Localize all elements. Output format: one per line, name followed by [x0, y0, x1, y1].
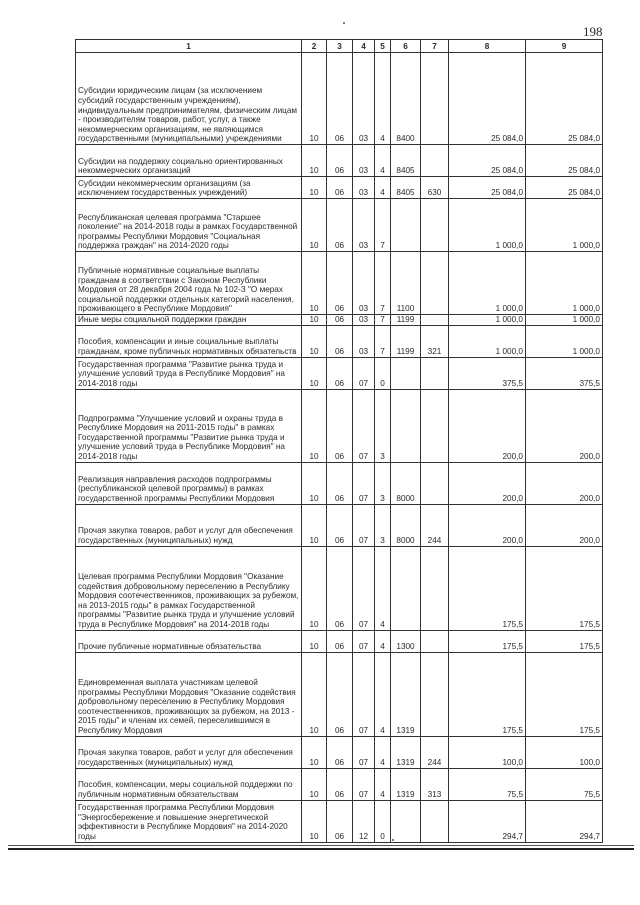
- table-row: [76, 315, 603, 326]
- code-cell: 03: [353, 315, 375, 326]
- row-name-cell: [76, 53, 302, 145]
- amount-cell: 1 000,0: [449, 252, 526, 315]
- amount-cell: 100,0: [449, 736, 526, 768]
- amount-cell: 175,5: [526, 630, 603, 652]
- amount-cell: 1 000,0: [526, 315, 603, 326]
- amount-cell: 75,5: [526, 768, 603, 800]
- code-cell: 10: [302, 389, 327, 462]
- row-name-cell: [76, 504, 302, 546]
- code-cell: 07: [353, 462, 375, 504]
- code-cell: 4: [375, 53, 391, 145]
- amount-cell: 1 000,0: [526, 252, 603, 315]
- amount-cell: 294,7: [449, 800, 526, 842]
- row-name-cell: [76, 800, 302, 842]
- amount-cell: 200,0: [526, 504, 603, 546]
- code-cell: 06: [327, 462, 353, 504]
- code-cell: [421, 800, 449, 842]
- code-cell: 03: [353, 325, 375, 357]
- code-cell: 4: [375, 630, 391, 652]
- code-cell: [421, 199, 449, 252]
- code-cell: 10: [302, 177, 327, 199]
- code-cell: 8405: [391, 177, 421, 199]
- code-cell: 06: [327, 630, 353, 652]
- amount-cell: 25 084,0: [449, 53, 526, 145]
- table-row: [76, 652, 603, 736]
- amount-cell: 175,5: [449, 546, 526, 630]
- table-row: [76, 389, 603, 462]
- row-name: Субсидии на поддержку социально ориентированных некоммерческих организаций: [78, 156, 283, 176]
- row-name-cell: [76, 315, 302, 326]
- code-cell: 06: [327, 736, 353, 768]
- row-name-cell: [76, 252, 302, 315]
- code-cell: 10: [302, 199, 327, 252]
- code-cell: 06: [327, 800, 353, 842]
- row-name-cell: [76, 546, 302, 630]
- column-header: 2: [302, 40, 327, 53]
- column-header: 4: [353, 40, 375, 53]
- row-name: Республиканская целевая программа "Старшее поколение" на 2014-2018 годы в рамках Государственной программы Республики Мордовия "Социальная поддержка граждан" на 2014-2020 годы: [78, 212, 298, 251]
- row-name-cell: [76, 736, 302, 768]
- code-cell: 244: [421, 736, 449, 768]
- row-name-cell: [76, 652, 302, 736]
- page-bottom-rule: [8, 848, 634, 850]
- row-name: Государственная программа "Развитие рынка труда и улучшение условий труда в Республике Мордовия" на 2014-2018 годы: [78, 359, 285, 388]
- amount-cell: 175,5: [449, 652, 526, 736]
- page-number: 198: [583, 24, 603, 39]
- row-name-cell: [76, 389, 302, 462]
- amount-cell: 200,0: [449, 462, 526, 504]
- row-name-cell: [76, 357, 302, 389]
- code-cell: 10: [302, 145, 327, 177]
- code-cell: 06: [327, 199, 353, 252]
- code-cell: 07: [353, 546, 375, 630]
- amount-cell: 1 000,0: [526, 325, 603, 357]
- code-cell: 244: [421, 504, 449, 546]
- code-cell: 10: [302, 800, 327, 842]
- table-row: [76, 53, 603, 145]
- code-cell: 1319: [391, 652, 421, 736]
- row-name: Прочие публичные нормативные обязательства: [78, 642, 262, 651]
- code-cell: 1319: [391, 768, 421, 800]
- table-row: [76, 504, 603, 546]
- amount-cell: 1 000,0: [449, 315, 526, 326]
- amount-cell: 200,0: [526, 462, 603, 504]
- code-cell: 06: [327, 768, 353, 800]
- row-name: Пособия, компенсации и иные социальные выплаты гражданам, кроме публичных нормативных обязательств: [78, 337, 297, 356]
- table-row: [76, 177, 603, 199]
- code-cell: [421, 53, 449, 145]
- code-cell: 06: [327, 177, 353, 199]
- code-cell: 10: [302, 736, 327, 768]
- amount-cell: 1 000,0: [526, 199, 603, 252]
- amount-cell: 25 084,0: [449, 177, 526, 199]
- row-name: Субсидии некоммерческим организациям (за исключением государственных учреждений): [78, 178, 251, 198]
- code-cell: 06: [327, 504, 353, 546]
- code-cell: 313: [421, 768, 449, 800]
- table-row: [76, 462, 603, 504]
- code-cell: 4: [375, 546, 391, 630]
- code-cell: 03: [353, 53, 375, 145]
- code-cell: [421, 546, 449, 630]
- code-cell: 06: [327, 145, 353, 177]
- code-cell: 07: [353, 736, 375, 768]
- code-cell: 3: [375, 389, 391, 462]
- code-cell: [391, 389, 421, 462]
- code-cell: [391, 800, 421, 842]
- row-name: Прочая закупка товаров, работ и услуг для обеспечения государственных (муниципальных) нужд: [78, 748, 293, 767]
- row-name: Пособия, компенсации, меры социальной поддержки по публичным нормативным обязательствам: [78, 780, 293, 799]
- code-cell: 1100: [391, 252, 421, 315]
- code-cell: 10: [302, 652, 327, 736]
- code-cell: 10: [302, 546, 327, 630]
- table-row: [76, 145, 603, 177]
- column-header: 6: [391, 40, 421, 53]
- code-cell: 1199: [391, 315, 421, 326]
- code-cell: 06: [327, 325, 353, 357]
- amount-cell: 25 084,0: [526, 53, 603, 145]
- code-cell: 06: [327, 357, 353, 389]
- code-cell: 4: [375, 177, 391, 199]
- column-header: 1: [76, 40, 302, 53]
- code-cell: 10: [302, 357, 327, 389]
- amount-cell: 294,7: [526, 800, 603, 842]
- row-name: Публичные нормативные социальные выплаты гражданам в соответствии с Законом Республики Мордовия от 28 декабря 2004 года № 102-З "О мерах социальной поддержки отдельных категорий населения, проживающего в Республике Мордовия": [78, 266, 294, 314]
- code-cell: 7: [375, 325, 391, 357]
- code-cell: 06: [327, 315, 353, 326]
- code-cell: 10: [302, 325, 327, 357]
- code-cell: [421, 389, 449, 462]
- code-cell: [421, 252, 449, 315]
- row-name-cell: [76, 462, 302, 504]
- amount-cell: 175,5: [526, 652, 603, 736]
- code-cell: 12: [353, 800, 375, 842]
- code-cell: 10: [302, 768, 327, 800]
- code-cell: 07: [353, 630, 375, 652]
- code-cell: 03: [353, 252, 375, 315]
- code-cell: 7: [375, 252, 391, 315]
- code-cell: 10: [302, 252, 327, 315]
- code-cell: 07: [353, 504, 375, 546]
- row-name: Единовременная выплата участникам целевой программы Республики Мордовия "Оказание содействия добровольному переселению в Республику Мордовия соотечественников, проживающих за рубежом, на 2013 - 2015 годы" и членам их семей, переселившимся в Республику Мордовия: [78, 678, 296, 735]
- code-cell: [391, 546, 421, 630]
- code-cell: 06: [327, 389, 353, 462]
- amount-cell: 25 084,0: [526, 177, 603, 199]
- code-cell: 8400: [391, 53, 421, 145]
- amount-cell: 1 000,0: [449, 199, 526, 252]
- column-header: 3: [327, 40, 353, 53]
- code-cell: 10: [302, 462, 327, 504]
- code-cell: [391, 199, 421, 252]
- table-row: [76, 199, 603, 252]
- amount-cell: 200,0: [449, 504, 526, 546]
- code-cell: 321: [421, 325, 449, 357]
- amount-cell: 175,5: [526, 546, 603, 630]
- table-row: [76, 800, 603, 842]
- code-cell: 1300: [391, 630, 421, 652]
- amount-cell: 100,0: [526, 736, 603, 768]
- code-cell: 10: [302, 53, 327, 145]
- code-cell: 03: [353, 177, 375, 199]
- row-name: Прочая закупка товаров, работ и услуг для обеспечения государственных (муниципальных) нужд: [78, 526, 293, 545]
- row-name-cell: [76, 630, 302, 652]
- table-row: [76, 768, 603, 800]
- code-cell: 0: [375, 357, 391, 389]
- code-cell: 3: [375, 504, 391, 546]
- code-cell: [421, 462, 449, 504]
- row-name: Целевая программа Республики Мордовия "Оказание содействия добровольному переселению в Республику Мордовия соотечественников, проживающих за рубежом, на 2013-2015 годы" в рамках Государственной программы "Развитие рынка труда и улучшение условий труда в Республике Мордовия" на 2014-2018 годы: [78, 572, 299, 629]
- code-cell: 0: [375, 800, 391, 842]
- amount-cell: 25 084,0: [449, 145, 526, 177]
- scan-speck: [343, 22, 345, 24]
- code-cell: 07: [353, 389, 375, 462]
- code-cell: 06: [327, 252, 353, 315]
- amount-cell: 25 084,0: [526, 145, 603, 177]
- amount-cell: 200,0: [526, 389, 603, 462]
- table-header-row: [76, 40, 603, 53]
- column-header: 9: [526, 40, 603, 53]
- code-cell: 4: [375, 768, 391, 800]
- code-cell: 3: [375, 462, 391, 504]
- page-bottom-rule-thin: [8, 845, 634, 846]
- code-cell: 1199: [391, 325, 421, 357]
- code-cell: [421, 652, 449, 736]
- code-cell: 630: [421, 177, 449, 199]
- code-cell: [421, 357, 449, 389]
- budget-table: [75, 39, 603, 843]
- code-cell: 7: [375, 199, 391, 252]
- code-cell: 10: [302, 504, 327, 546]
- code-cell: [421, 145, 449, 177]
- code-cell: 07: [353, 652, 375, 736]
- code-cell: 8000: [391, 504, 421, 546]
- row-name: Субсидии юридическим лицам (за исключением субсидий государственным учреждениям), индивидуальным предпринимателям, физическим лицам - производителям товаров, работ, услуг, а также некоммерческим организациям, не являющимся государственными (муниципальными) учреждениями: [78, 86, 298, 144]
- table-row: [76, 357, 603, 389]
- row-name-cell: [76, 177, 302, 199]
- code-cell: 4: [375, 145, 391, 177]
- code-cell: 10: [302, 630, 327, 652]
- scan-speck: [392, 839, 394, 841]
- code-cell: 06: [327, 546, 353, 630]
- row-name-cell: [76, 145, 302, 177]
- row-name: Подпрограмма "Улучшение условий и охраны труда в Республике Мордовия на 2011-2015 годы" в рамках Государственной программы "Развитие рынка труда и улучшение условий труда в Республике Мордовия" на 2014-2018 годы: [78, 413, 285, 461]
- row-name-cell: [76, 325, 302, 357]
- code-cell: 07: [353, 357, 375, 389]
- code-cell: 8405: [391, 145, 421, 177]
- table-row: [76, 546, 603, 630]
- column-header: 8: [449, 40, 526, 53]
- code-cell: 07: [353, 768, 375, 800]
- column-header: 7: [421, 40, 449, 53]
- table-row: [76, 252, 603, 315]
- amount-cell: 75,5: [449, 768, 526, 800]
- table-row: [76, 325, 603, 357]
- amount-cell: 175,5: [449, 630, 526, 652]
- code-cell: 1319: [391, 736, 421, 768]
- table-row: [76, 736, 603, 768]
- amount-cell: 1 000,0: [449, 325, 526, 357]
- code-cell: [391, 357, 421, 389]
- code-cell: 03: [353, 199, 375, 252]
- table-row: [76, 630, 603, 652]
- code-cell: 4: [375, 736, 391, 768]
- code-cell: 10: [302, 315, 327, 326]
- row-name: Иные меры социальной поддержки граждан: [78, 315, 247, 324]
- code-cell: 06: [327, 652, 353, 736]
- amount-cell: 200,0: [449, 389, 526, 462]
- column-header: 5: [375, 40, 391, 53]
- code-cell: 8000: [391, 462, 421, 504]
- row-name-cell: [76, 199, 302, 252]
- row-name: Реализация направления расходов подпрограммы (республиканской целевой программы) в рамках государственной программы Республики Мордовия: [78, 474, 275, 503]
- code-cell: 4: [375, 652, 391, 736]
- code-cell: 03: [353, 145, 375, 177]
- code-cell: 7: [375, 315, 391, 326]
- code-cell: 06: [327, 53, 353, 145]
- amount-cell: 375,5: [449, 357, 526, 389]
- amount-cell: 375,5: [526, 357, 603, 389]
- code-cell: [421, 315, 449, 326]
- row-name-cell: [76, 768, 302, 800]
- code-cell: [421, 630, 449, 652]
- row-name: Государственная программа Республики Мордовия "Энергосбережение и повышение энергетической эффективности в Республике Мордовия" на 2014-2020 годы: [78, 803, 288, 841]
